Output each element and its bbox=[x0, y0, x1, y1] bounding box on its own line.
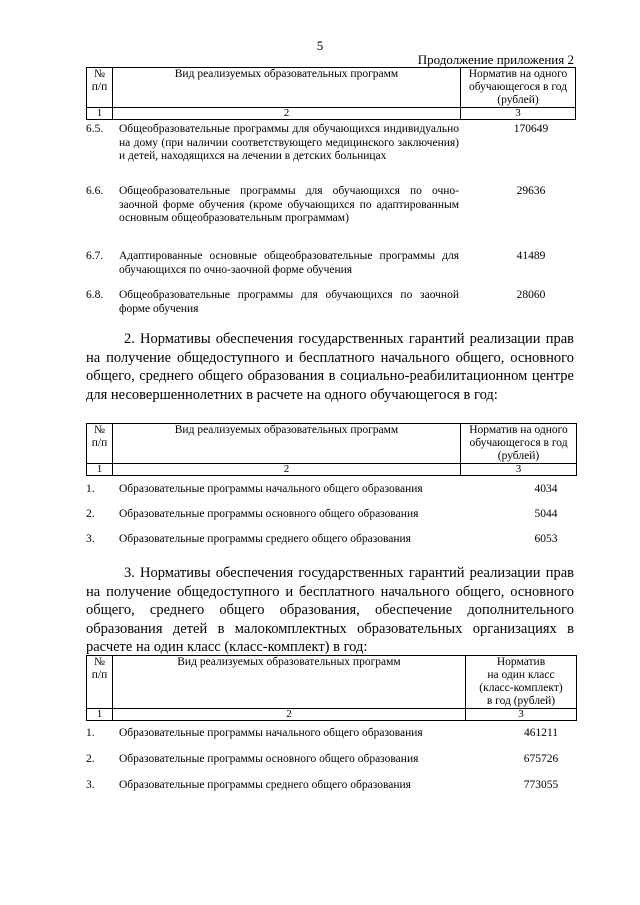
row-value: 28060 bbox=[516, 289, 546, 301]
index-cell: 3 bbox=[466, 709, 577, 721]
section3-heading: 3. Нормативы обеспечения государственных гарантий реализации прав на получение общедоступного и бесплатного начального общего, основного общего, среднего общего образования, обеспечение дополнительного образования детей в малокомплектных образовательных организациях в расчете на один класс (класс-комплект) в год: bbox=[86, 565, 574, 655]
continuation-label: Продолжение приложения 2 bbox=[417, 52, 574, 67]
index-cell: 2 bbox=[113, 709, 466, 721]
row-value: 5044 bbox=[534, 508, 558, 520]
row-value: 29636 bbox=[516, 185, 546, 197]
row-description: Образовательные программы начального общего образования bbox=[119, 483, 423, 495]
section2-heading: 2. Нормативы обеспечения государственных гарантий реализации прав на получение общедоступного и бесплатного начального общего, основного общего, среднего общего образования в социально-реабилитационном центре для несовершеннолетних в расчете на одного обучающегося в год: bbox=[86, 331, 574, 403]
row-number: 2. bbox=[86, 753, 95, 765]
row-description: Общеобразовательные программы для обучающихся по заочной форме обучения bbox=[119, 289, 459, 315]
row-description: Образовательные программы основного общего образования bbox=[119, 508, 419, 520]
row-number: 3. bbox=[86, 533, 95, 545]
row-value: 4034 bbox=[534, 483, 558, 495]
row-number: 6.5. bbox=[86, 123, 104, 135]
row-number: 1. bbox=[86, 727, 95, 739]
table1-header bbox=[86, 67, 576, 120]
row-value: 6053 bbox=[534, 533, 558, 545]
row-description: Образовательные программы начального общего образования bbox=[119, 727, 423, 739]
index-cell: 1 bbox=[87, 464, 113, 476]
col-type-header: Вид реализуемых образовательных программ bbox=[113, 656, 466, 709]
col-type-header: Вид реализуемых образовательных программ bbox=[113, 68, 461, 108]
index-cell: 2 bbox=[113, 464, 461, 476]
row-description: Образовательные программы среднего общего образования bbox=[119, 533, 411, 545]
col-type-header: Вид реализуемых образовательных программ bbox=[113, 424, 461, 464]
row-number: 1. bbox=[86, 483, 95, 495]
table3-header bbox=[86, 655, 577, 721]
row-description: Адаптированные основные общеобразовательные программы для обучающихся по очно-заочной форме обучения bbox=[119, 250, 459, 276]
row-number: 6.6. bbox=[86, 185, 104, 197]
row-number: 6.8. bbox=[86, 289, 104, 301]
row-value: 461211 bbox=[523, 727, 559, 739]
row-description: Образовательные программы среднего общего образования bbox=[119, 779, 411, 791]
col-norm-header: Норматив на одного обучающегося в год (рублей) bbox=[461, 424, 577, 464]
page-number: 5 bbox=[316, 38, 324, 53]
row-value: 773055 bbox=[523, 779, 559, 791]
row-value: 675726 bbox=[523, 753, 559, 765]
row-description: Образовательные программы основного общего образования bbox=[119, 753, 419, 765]
table2-header bbox=[86, 423, 577, 476]
row-value: 41489 bbox=[516, 250, 546, 262]
index-cell: 3 bbox=[461, 464, 577, 476]
row-number: 3. bbox=[86, 779, 95, 791]
index-cell: 2 bbox=[113, 108, 461, 120]
row-value: 170649 bbox=[513, 123, 549, 135]
row-number: 6.7. bbox=[86, 250, 104, 262]
index-cell: 1 bbox=[87, 709, 113, 721]
row-description: Общеобразовательные программы для обучающихся по очно-заочной форме обучения (кроме обучающихся по адаптированным основным общеобразовательным программам) bbox=[119, 185, 459, 224]
index-cell: 3 bbox=[461, 108, 576, 120]
index-cell: 1 bbox=[87, 108, 113, 120]
col-norm-header: Норматив на один класс (класс-комплект) в год (рублей) bbox=[466, 656, 577, 709]
col-num-header: № п/п bbox=[87, 656, 113, 709]
col-num-header: № п/п bbox=[87, 424, 113, 464]
row-description: Общеобразовательные программы для обучающихся индивидуально на дому (при наличии соответствующего медицинского заключения) и детей, находящихся на лечении в детских больницах bbox=[119, 123, 459, 162]
col-norm-header: Норматив на одного обучающегося в год (рублей) bbox=[461, 68, 576, 108]
col-num-header: № п/п bbox=[87, 68, 113, 108]
row-number: 2. bbox=[86, 508, 95, 520]
